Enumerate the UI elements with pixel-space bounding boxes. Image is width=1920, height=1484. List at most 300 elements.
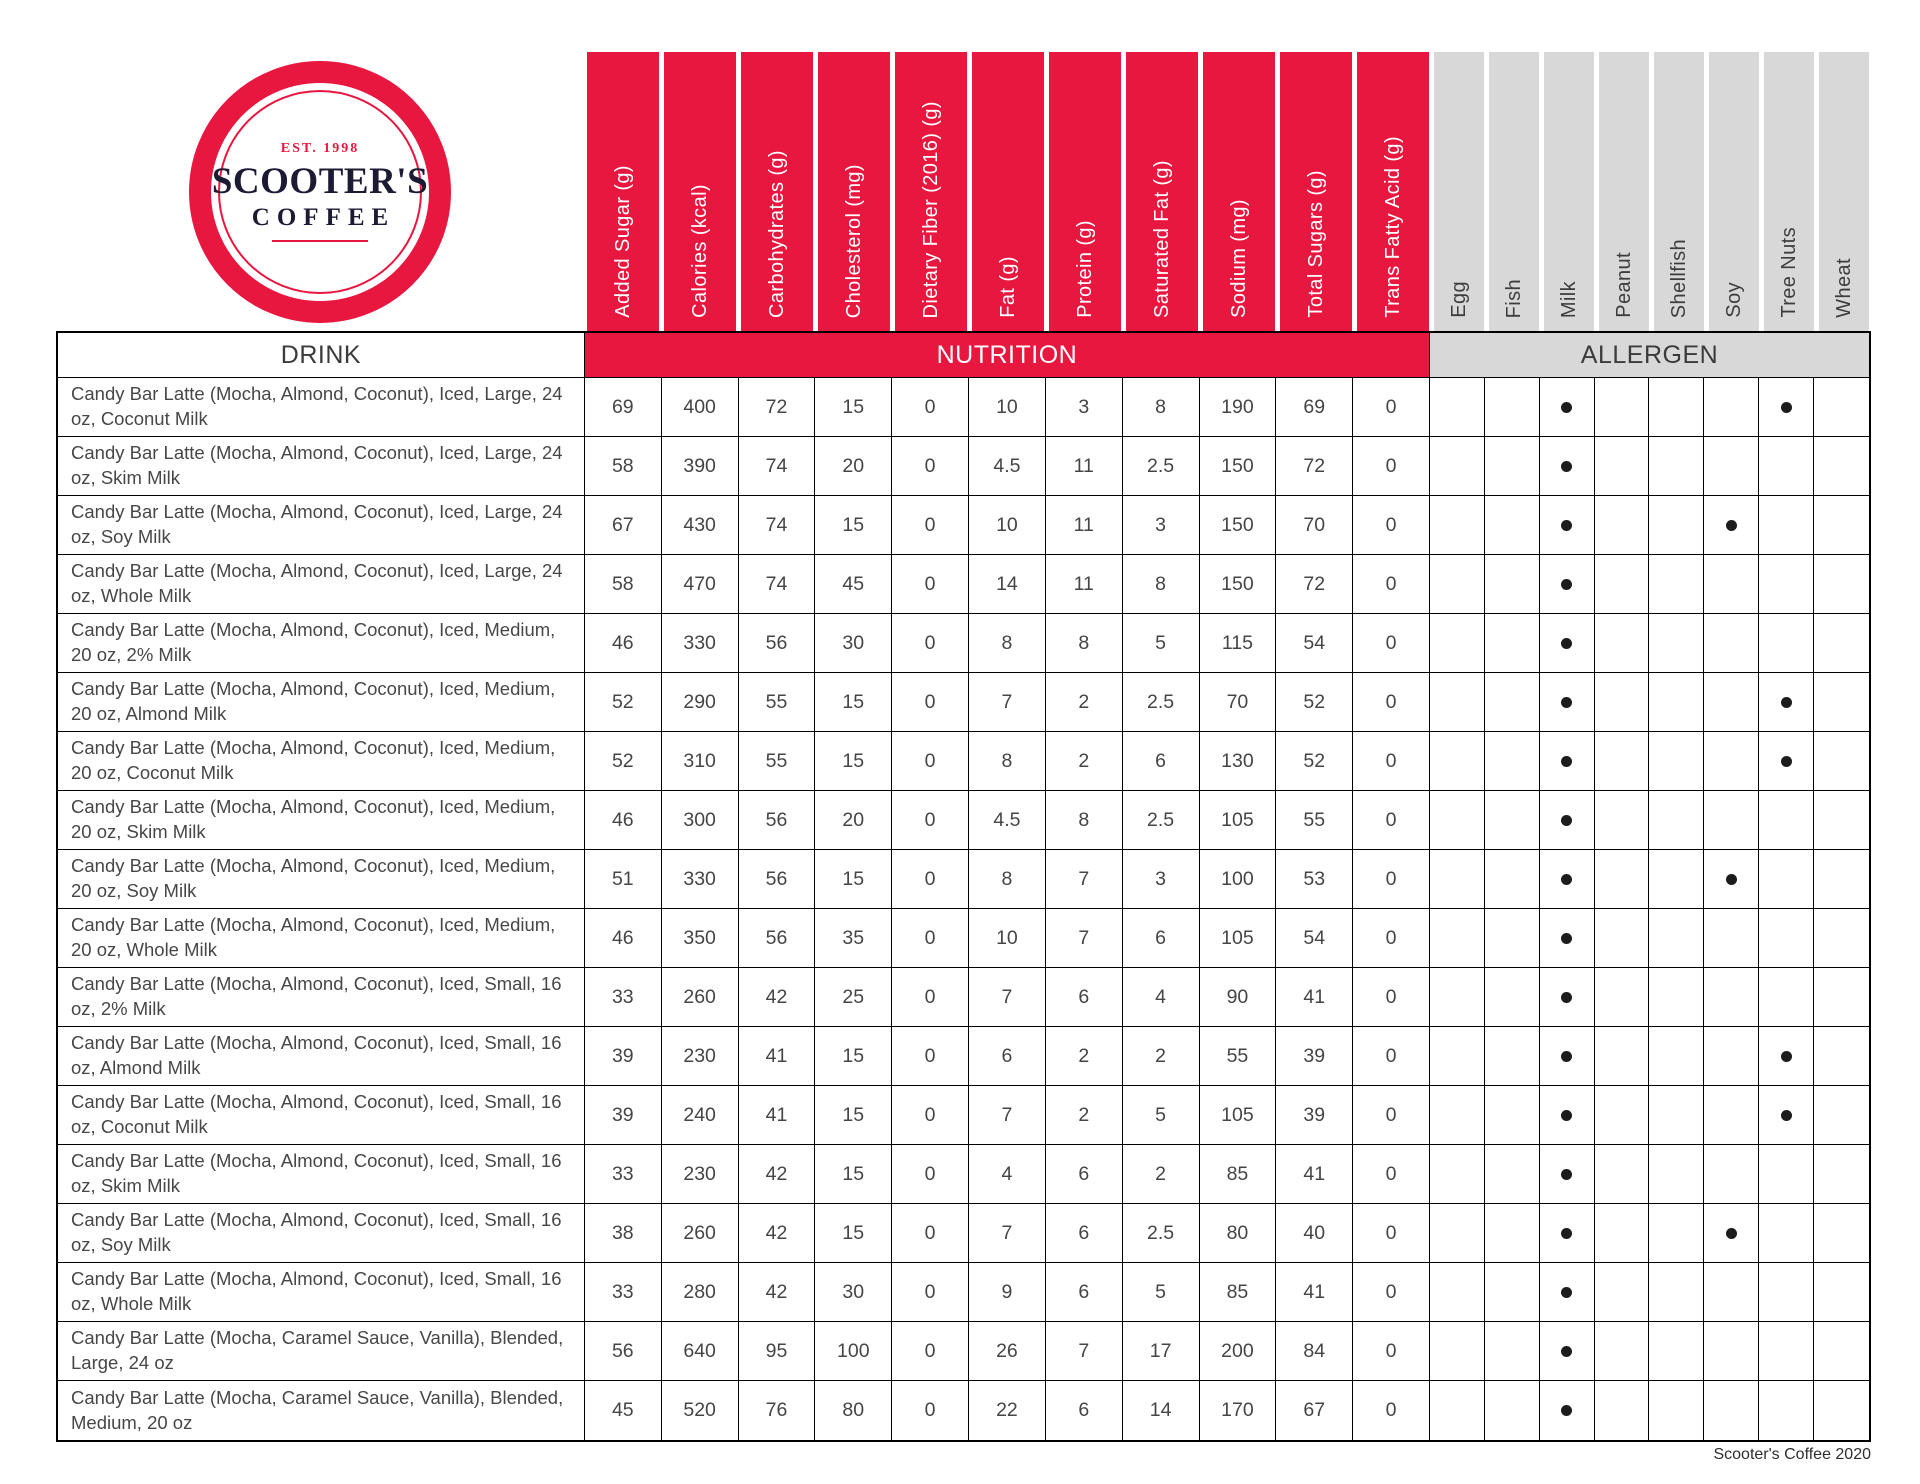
drink-name: Candy Bar Latte (Mocha, Caramel Sauce, Vanilla), Blended, Large, 24 oz <box>58 1322 585 1381</box>
nutrition-value: 35 <box>815 909 892 968</box>
nutrition-value: 20 <box>815 437 892 496</box>
allergen-cell <box>1814 378 1869 437</box>
allergen-cell <box>1759 1263 1814 1322</box>
allergen-cell <box>1759 496 1814 555</box>
allergen-cell <box>1430 1381 1485 1440</box>
allergen-cell <box>1485 496 1540 555</box>
allergen-cell <box>1595 496 1650 555</box>
nutrition-value: 40 <box>1276 1204 1353 1263</box>
allergen-dot <box>1561 1287 1572 1298</box>
allergen-cell <box>1595 555 1650 614</box>
table-row <box>58 1145 1869 1204</box>
allergen-cell <box>1430 496 1485 555</box>
nutrition-value: 55 <box>1276 791 1353 850</box>
nutrition-value: 640 <box>662 1322 739 1381</box>
nutrition-value: 70 <box>1276 496 1353 555</box>
nutrition-value: 76 <box>739 1381 816 1440</box>
allergen-cell <box>1485 555 1540 614</box>
allergen-cell <box>1485 1086 1540 1145</box>
nutrition-value: 230 <box>662 1027 739 1086</box>
allergen-cell <box>1759 1027 1814 1086</box>
allergen-cell <box>1814 1322 1869 1381</box>
nutrition-value: 390 <box>662 437 739 496</box>
allergen-cell <box>1649 1322 1704 1381</box>
allergen-cell <box>1485 1381 1540 1440</box>
nutrition-value: 39 <box>585 1027 662 1086</box>
allergen-dot <box>1726 520 1737 531</box>
nutrition-value: 0 <box>1353 1086 1430 1145</box>
allergen-dot <box>1561 874 1572 885</box>
allergen-cell <box>1595 1263 1650 1322</box>
nutrition-value: 9 <box>969 1263 1046 1322</box>
nutrition-value: 52 <box>585 673 662 732</box>
nutrition-value: 15 <box>815 850 892 909</box>
allergen-cell <box>1759 673 1814 732</box>
nutrition-headers <box>584 52 1431 331</box>
nutrition-value: 46 <box>585 614 662 673</box>
table-row <box>58 791 1869 850</box>
nutrition-value: 15 <box>815 673 892 732</box>
nutrition-value: 0 <box>892 378 969 437</box>
nutrition-value: 26 <box>969 1322 1046 1381</box>
allergen-section-header: ALLERGEN <box>1430 333 1869 378</box>
nutrition-value: 8 <box>1123 555 1200 614</box>
allergen-cell <box>1430 1027 1485 1086</box>
nutrition-value: 150 <box>1200 496 1277 555</box>
nutrition-value: 6 <box>1046 968 1123 1027</box>
nutrition-value: 0 <box>892 496 969 555</box>
allergen-cell <box>1540 673 1595 732</box>
nutrition-value: 69 <box>1276 378 1353 437</box>
table-row <box>58 673 1869 732</box>
nutrition-value: 105 <box>1200 1086 1277 1145</box>
nutrition-value: 51 <box>585 850 662 909</box>
nutrition-value: 2 <box>1046 673 1123 732</box>
nutrition-value: 4.5 <box>969 437 1046 496</box>
drink-name: Candy Bar Latte (Mocha, Almond, Coconut), Iced, Small, 16 oz, Coconut Milk <box>58 1086 585 1145</box>
nutrition-value: 170 <box>1200 1381 1277 1440</box>
nutrition-value: 0 <box>892 673 969 732</box>
allergen-cell <box>1430 850 1485 909</box>
allergen-column-label: Wheat <box>1832 258 1855 318</box>
nutrition-value: 0 <box>892 1322 969 1381</box>
allergen-cell <box>1485 437 1540 496</box>
nutrition-value: 14 <box>1123 1381 1200 1440</box>
allergen-cell <box>1595 1027 1650 1086</box>
allergen-cell <box>1759 909 1814 968</box>
nutrition-value: 33 <box>585 1145 662 1204</box>
allergen-cell <box>1649 968 1704 1027</box>
allergen-column-label: Shellfish <box>1667 238 1690 318</box>
nutrition-value: 22 <box>969 1381 1046 1440</box>
drink-name: Candy Bar Latte (Mocha, Almond, Coconut), Iced, Large, 24 oz, Skim Milk <box>58 437 585 496</box>
allergen-cell <box>1649 378 1704 437</box>
allergen-cell <box>1649 496 1704 555</box>
nutrition-value: 115 <box>1200 614 1277 673</box>
allergen-cell <box>1704 850 1759 909</box>
nutrition-value: 105 <box>1200 909 1277 968</box>
nutrition-value: 8 <box>1046 614 1123 673</box>
nutrition-value: 53 <box>1276 850 1353 909</box>
nutrition-value: 430 <box>662 496 739 555</box>
allergen-cell <box>1759 614 1814 673</box>
logo-brand-sub: COFFEE <box>251 204 396 232</box>
allergen-cell <box>1540 791 1595 850</box>
allergen-cell <box>1485 968 1540 1027</box>
nutrition-column-header <box>892 52 969 331</box>
allergen-cell <box>1430 437 1485 496</box>
table-row <box>58 1204 1869 1263</box>
drink-name: Candy Bar Latte (Mocha, Almond, Coconut), Iced, Medium, 20 oz, 2% Milk <box>58 614 585 673</box>
nutrition-value: 15 <box>815 496 892 555</box>
allergen-cell <box>1759 1322 1814 1381</box>
allergen-cell <box>1814 555 1869 614</box>
allergen-cell <box>1485 1322 1540 1381</box>
allergen-dot <box>1781 1051 1792 1062</box>
allergen-cell <box>1595 1086 1650 1145</box>
nutrition-value: 67 <box>585 496 662 555</box>
nutrition-value: 6 <box>1046 1204 1123 1263</box>
allergen-cell <box>1595 614 1650 673</box>
nutrition-value: 11 <box>1046 496 1123 555</box>
allergen-column-label: Peanut <box>1612 252 1635 318</box>
nutrition-column-label: Dietary Fiber (2016) (g) <box>919 100 942 318</box>
allergen-dot <box>1561 933 1572 944</box>
allergen-cell <box>1540 968 1595 1027</box>
nutrition-value: 30 <box>815 1263 892 1322</box>
allergen-cell <box>1430 791 1485 850</box>
nutrition-value: 8 <box>1046 791 1123 850</box>
allergen-column-header <box>1761 52 1816 331</box>
allergen-cell <box>1540 1086 1595 1145</box>
nutrition-column-label: Carbohydrates (g) <box>765 150 788 318</box>
allergen-cell <box>1430 1204 1485 1263</box>
allergen-cell <box>1485 850 1540 909</box>
nutrition-column-header <box>1277 52 1354 331</box>
nutrition-column-label: Added Sugar (g) <box>611 165 634 318</box>
allergen-dot <box>1561 1169 1572 1180</box>
nutrition-value: 330 <box>662 614 739 673</box>
nutrition-value: 42 <box>739 968 816 1027</box>
allergen-dot <box>1561 579 1572 590</box>
allergen-cell <box>1814 1027 1869 1086</box>
nutrition-value: 41 <box>1276 1145 1353 1204</box>
allergen-cell <box>1540 1145 1595 1204</box>
allergen-dot <box>1726 1228 1737 1239</box>
nutrition-value: 74 <box>739 555 816 614</box>
nutrition-column-label: Saturated Fat (g) <box>1150 160 1173 318</box>
allergen-column-header <box>1596 52 1651 331</box>
allergen-cell <box>1814 968 1869 1027</box>
nutrition-value: 56 <box>739 909 816 968</box>
allergen-cell <box>1704 496 1759 555</box>
nutrition-value: 280 <box>662 1263 739 1322</box>
nutrition-value: 55 <box>739 673 816 732</box>
nutrition-value: 15 <box>815 1145 892 1204</box>
allergen-column-label: Egg <box>1447 281 1470 318</box>
allergen-cell <box>1704 1204 1759 1263</box>
allergen-cell <box>1704 1145 1759 1204</box>
allergen-cell <box>1814 850 1869 909</box>
allergen-headers <box>1431 52 1871 331</box>
allergen-cell <box>1430 1086 1485 1145</box>
nutrition-value: 54 <box>1276 909 1353 968</box>
allergen-cell <box>1649 1086 1704 1145</box>
allergen-cell <box>1540 732 1595 791</box>
nutrition-value: 2 <box>1046 1027 1123 1086</box>
table-row <box>58 437 1869 496</box>
nutrition-value: 90 <box>1200 968 1277 1027</box>
nutrition-value: 52 <box>585 732 662 791</box>
nutrition-value: 67 <box>1276 1381 1353 1440</box>
allergen-cell <box>1704 437 1759 496</box>
table-row <box>58 850 1869 909</box>
nutrition-value: 58 <box>585 437 662 496</box>
allergen-dot <box>1561 1346 1572 1357</box>
allergen-cell <box>1814 1263 1869 1322</box>
nutrition-value: 0 <box>1353 850 1430 909</box>
allergen-cell <box>1759 437 1814 496</box>
nutrition-value: 69 <box>585 378 662 437</box>
nutrition-column-label: Total Sugars (g) <box>1304 170 1327 318</box>
table-row <box>58 614 1869 673</box>
allergen-cell <box>1595 437 1650 496</box>
nutrition-value: 8 <box>969 614 1046 673</box>
allergen-cell <box>1540 1263 1595 1322</box>
allergen-dot <box>1781 697 1792 708</box>
logo-area <box>56 52 584 331</box>
nutrition-value: 41 <box>1276 968 1353 1027</box>
table-row <box>58 1381 1869 1440</box>
nutrition-value: 33 <box>585 1263 662 1322</box>
nutrition-value: 0 <box>1353 732 1430 791</box>
table-header-top <box>56 52 1871 331</box>
allergen-cell <box>1595 732 1650 791</box>
allergen-dot <box>1561 638 1572 649</box>
nutrition-value: 0 <box>892 1381 969 1440</box>
allergen-cell <box>1759 1086 1814 1145</box>
nutrition-value: 55 <box>739 732 816 791</box>
allergen-dot <box>1781 1110 1792 1121</box>
table-row <box>58 909 1869 968</box>
nutrition-value: 41 <box>739 1086 816 1145</box>
nutrition-value: 4.5 <box>969 791 1046 850</box>
nutrition-value: 150 <box>1200 555 1277 614</box>
allergen-cell <box>1704 909 1759 968</box>
allergen-column-label: Soy <box>1722 282 1745 318</box>
nutrition-value: 0 <box>892 1145 969 1204</box>
nutrition-value: 0 <box>892 791 969 850</box>
nutrition-value: 7 <box>1046 1322 1123 1381</box>
nutrition-value: 0 <box>1353 791 1430 850</box>
nutrition-column-label: Fat (g) <box>996 256 1019 318</box>
nutrition-value: 2 <box>1123 1145 1200 1204</box>
allergen-cell <box>1540 555 1595 614</box>
nutrition-value: 150 <box>1200 437 1277 496</box>
drink-name: Candy Bar Latte (Mocha, Almond, Coconut), Iced, Medium, 20 oz, Coconut Milk <box>58 732 585 791</box>
allergen-cell <box>1485 673 1540 732</box>
allergen-cell <box>1540 1381 1595 1440</box>
nutrition-value: 0 <box>1353 1263 1430 1322</box>
nutrition-value: 74 <box>739 496 816 555</box>
allergen-cell <box>1649 614 1704 673</box>
nutrition-column-header <box>584 52 661 331</box>
allergen-cell <box>1430 732 1485 791</box>
allergen-column-header <box>1816 52 1871 331</box>
allergen-cell <box>1814 909 1869 968</box>
table-row <box>58 968 1869 1027</box>
nutrition-value: 0 <box>892 968 969 1027</box>
allergen-column-header <box>1651 52 1706 331</box>
allergen-dot <box>1561 1228 1572 1239</box>
allergen-cell <box>1759 555 1814 614</box>
nutrition-value: 4 <box>969 1145 1046 1204</box>
nutrition-value: 56 <box>739 850 816 909</box>
nutrition-value: 260 <box>662 1204 739 1263</box>
allergen-cell <box>1649 1027 1704 1086</box>
nutrition-value: 350 <box>662 909 739 968</box>
nutrition-value: 330 <box>662 850 739 909</box>
nutrition-value: 6 <box>1046 1381 1123 1440</box>
nutrition-value: 0 <box>1353 673 1430 732</box>
nutrition-value: 0 <box>1353 614 1430 673</box>
allergen-dot <box>1561 1110 1572 1121</box>
allergen-cell <box>1595 1145 1650 1204</box>
nutrition-value: 2.5 <box>1123 437 1200 496</box>
nutrition-value: 42 <box>739 1263 816 1322</box>
allergen-cell <box>1759 1204 1814 1263</box>
nutrition-value: 15 <box>815 1027 892 1086</box>
allergen-cell <box>1814 732 1869 791</box>
allergen-cell <box>1814 1086 1869 1145</box>
nutrition-column-header <box>1123 52 1200 331</box>
nutrition-column-header <box>1046 52 1123 331</box>
nutrition-value: 0 <box>1353 496 1430 555</box>
nutrition-value: 0 <box>1353 1145 1430 1204</box>
nutrition-value: 54 <box>1276 614 1353 673</box>
nutrition-value: 11 <box>1046 437 1123 496</box>
nutrition-value: 3 <box>1046 378 1123 437</box>
allergen-dot <box>1561 1405 1572 1416</box>
allergen-dot <box>1561 697 1572 708</box>
nutrition-value: 0 <box>892 614 969 673</box>
nutrition-value: 0 <box>892 1204 969 1263</box>
drink-name: Candy Bar Latte (Mocha, Almond, Coconut), Iced, Small, 16 oz, Whole Milk <box>58 1263 585 1322</box>
nutrition-value: 105 <box>1200 791 1277 850</box>
allergen-dot <box>1781 402 1792 413</box>
allergen-cell <box>1485 732 1540 791</box>
nutrition-value: 130 <box>1200 732 1277 791</box>
nutrition-value: 7 <box>969 968 1046 1027</box>
allergen-column-header <box>1431 52 1486 331</box>
table-row <box>58 1027 1869 1086</box>
allergen-cell <box>1540 378 1595 437</box>
nutrition-value: 5 <box>1123 614 1200 673</box>
allergen-cell <box>1595 1204 1650 1263</box>
nutrition-value: 5 <box>1123 1086 1200 1145</box>
nutrition-table <box>56 331 1871 1442</box>
nutrition-value: 38 <box>585 1204 662 1263</box>
nutrition-column-header <box>1354 52 1431 331</box>
nutrition-value: 0 <box>1353 555 1430 614</box>
table-row <box>58 555 1869 614</box>
allergen-cell <box>1704 673 1759 732</box>
nutrition-value: 46 <box>585 791 662 850</box>
allergen-cell <box>1649 1263 1704 1322</box>
nutrition-value: 230 <box>662 1145 739 1204</box>
allergen-cell <box>1759 1145 1814 1204</box>
allergen-cell <box>1704 1322 1759 1381</box>
allergen-cell <box>1649 437 1704 496</box>
allergen-cell <box>1814 673 1869 732</box>
nutrition-value: 2.5 <box>1123 673 1200 732</box>
footer-credit: Scooter's Coffee 2020 <box>1713 1446 1871 1463</box>
nutrition-value: 17 <box>1123 1322 1200 1381</box>
nutrition-value: 56 <box>739 791 816 850</box>
nutrition-value: 56 <box>739 614 816 673</box>
allergen-cell <box>1430 1263 1485 1322</box>
allergen-cell <box>1814 1204 1869 1263</box>
nutrition-value: 6 <box>1046 1145 1123 1204</box>
drink-name: Candy Bar Latte (Mocha, Almond, Coconut), Iced, Large, 24 oz, Soy Milk <box>58 496 585 555</box>
nutrition-value: 46 <box>585 909 662 968</box>
nutrition-sheet <box>56 52 1871 1442</box>
allergen-dot <box>1726 874 1737 885</box>
allergen-cell <box>1704 378 1759 437</box>
nutrition-value: 74 <box>739 437 816 496</box>
logo-est-text: EST. 1998 <box>280 140 360 156</box>
allergen-cell <box>1704 555 1759 614</box>
nutrition-value: 41 <box>1276 1263 1353 1322</box>
table-row <box>58 1086 1869 1145</box>
allergen-cell <box>1540 909 1595 968</box>
nutrition-value: 0 <box>892 1086 969 1145</box>
allergen-cell <box>1430 968 1485 1027</box>
nutrition-value: 15 <box>815 1204 892 1263</box>
allergen-column-label: Tree Nuts <box>1777 227 1800 318</box>
allergen-cell <box>1595 673 1650 732</box>
nutrition-value: 80 <box>815 1381 892 1440</box>
nutrition-value: 0 <box>892 1027 969 1086</box>
allergen-column-header <box>1706 52 1761 331</box>
allergen-column-header <box>1541 52 1596 331</box>
allergen-cell <box>1595 909 1650 968</box>
allergen-column-header <box>1486 52 1541 331</box>
nutrition-column-label: Protein (g) <box>1073 220 1096 318</box>
nutrition-value: 7 <box>969 673 1046 732</box>
nutrition-value: 55 <box>1200 1027 1277 1086</box>
nutrition-value: 7 <box>969 1086 1046 1145</box>
nutrition-column-header <box>661 52 738 331</box>
allergen-cell <box>1485 909 1540 968</box>
allergen-dot <box>1561 461 1572 472</box>
allergen-cell <box>1485 791 1540 850</box>
nutrition-value: 2 <box>1046 732 1123 791</box>
nutrition-value: 7 <box>1046 909 1123 968</box>
nutrition-value: 2.5 <box>1123 791 1200 850</box>
allergen-cell <box>1759 850 1814 909</box>
allergen-cell <box>1430 1145 1485 1204</box>
allergen-cell <box>1485 1027 1540 1086</box>
nutrition-value: 0 <box>892 437 969 496</box>
allergen-cell <box>1814 614 1869 673</box>
nutrition-value: 39 <box>585 1086 662 1145</box>
nutrition-value: 7 <box>969 1204 1046 1263</box>
nutrition-value: 520 <box>662 1381 739 1440</box>
allergen-column-label: Fish <box>1502 278 1525 318</box>
drink-name: Candy Bar Latte (Mocha, Almond, Coconut), Iced, Medium, 20 oz, Almond Milk <box>58 673 585 732</box>
nutrition-value: 0 <box>1353 1381 1430 1440</box>
